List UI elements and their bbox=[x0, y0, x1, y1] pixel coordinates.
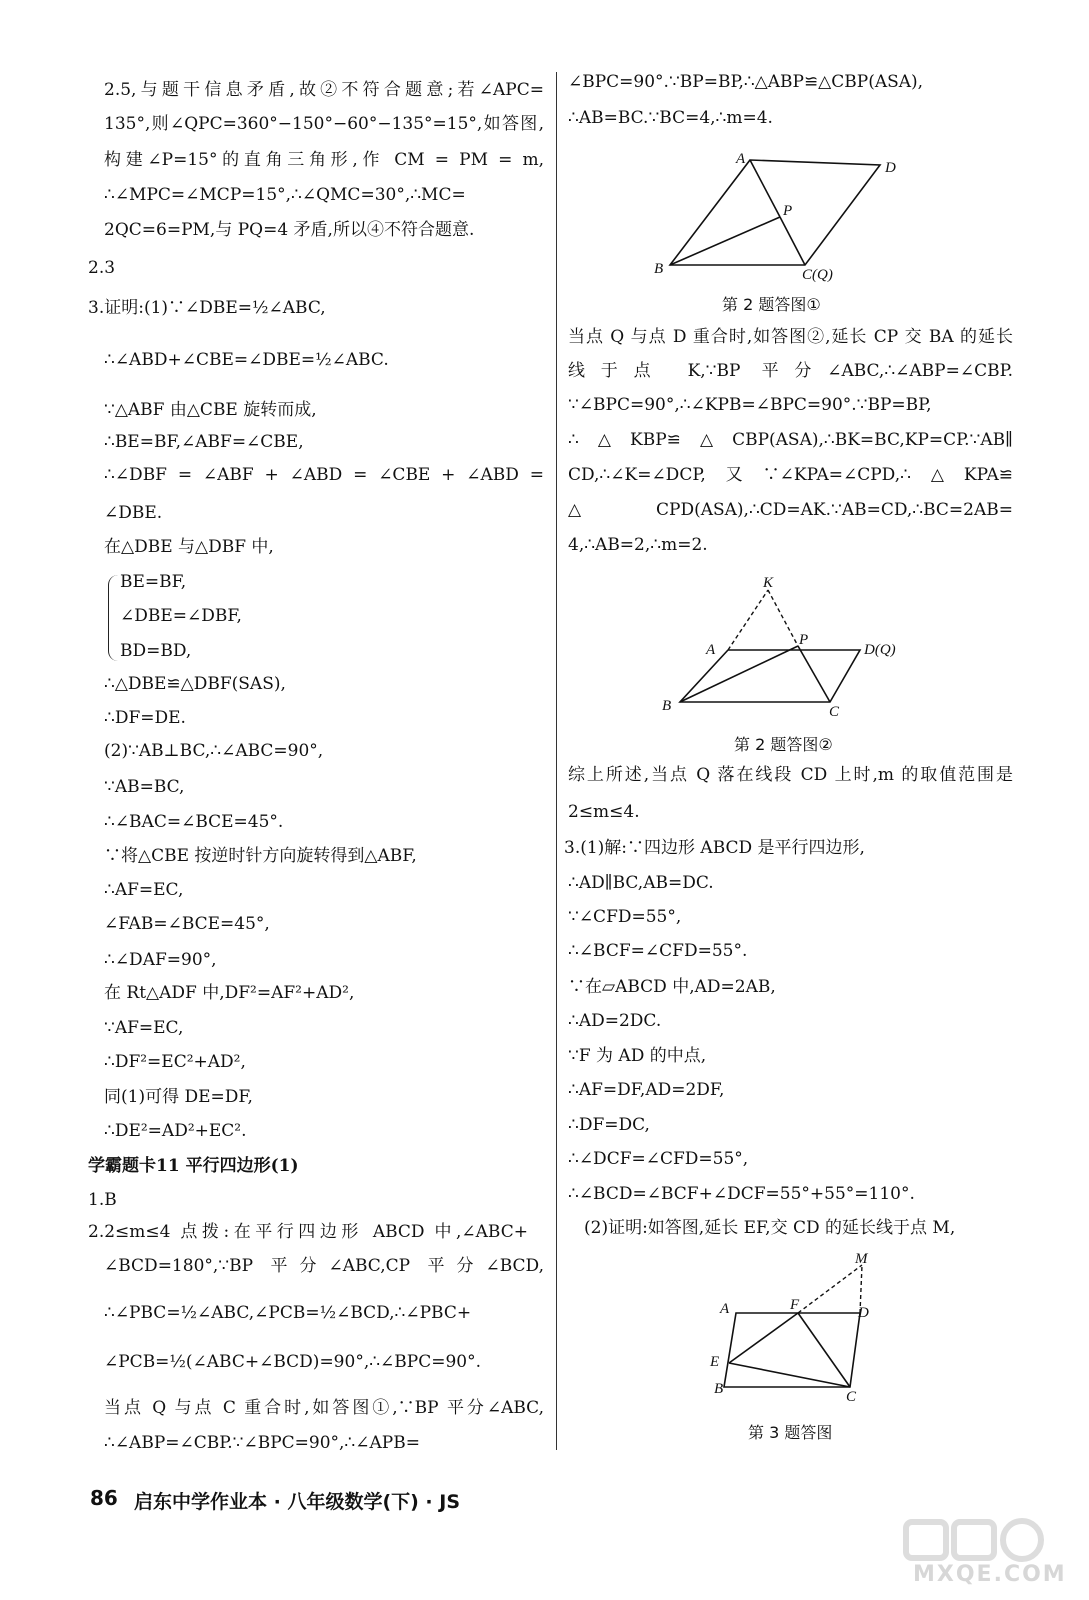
fig3-label-m: M bbox=[855, 1251, 868, 1267]
left-text-line: ∠PCB=½(∠ABC+∠BCD)=90°,∴∠BPC=90°. bbox=[104, 1352, 481, 1372]
footer-title: 启东中学作业本 · 八年级数学(下) · JS bbox=[134, 1491, 461, 1513]
fig1-label-b: B bbox=[654, 261, 664, 277]
left-text-line: (2)∵AB⊥BC,∴∠ABC=90°, bbox=[104, 741, 324, 761]
fig3-dashed-fm bbox=[798, 1265, 862, 1313]
right-text-line: ∴AD=2DC. bbox=[568, 1011, 662, 1031]
left-text-line: 1.B bbox=[88, 1190, 117, 1210]
left-text-line: 构建∠P=15°的直角三角形,作 CM = PM = m, bbox=[104, 150, 544, 170]
fig3-segment-ef bbox=[729, 1313, 798, 1363]
left-text-line: BD=BD, bbox=[120, 641, 192, 661]
right-text-line: ∴AF=DF,AD=2DF, bbox=[568, 1080, 725, 1100]
left-text-line: 同(1)可得 DE=DF, bbox=[104, 1087, 253, 1107]
left-text-line: ∵AB=BC, bbox=[104, 777, 185, 797]
left-text-line: 2.5,与题干信息矛盾,故②不符合题意;若∠APC= bbox=[104, 80, 544, 100]
fig1-label-p: P bbox=[783, 203, 793, 219]
right-text-line: ∵∠BPC=90°,∴∠KPB=∠BPC=90°.∵BP=BP, bbox=[568, 395, 932, 415]
fig3-label-d: D bbox=[858, 1305, 869, 1321]
column-divider bbox=[556, 72, 557, 1450]
fig3-segment-ec bbox=[729, 1363, 850, 1387]
left-text-line: 2.3 bbox=[88, 258, 116, 278]
figure-2-1-caption: 第 2 题答图① bbox=[722, 295, 821, 314]
left-text-line: ∴AF=EC, bbox=[104, 880, 184, 900]
left-text-line: ∠DBE. bbox=[104, 503, 163, 523]
left-text-line: 当点 Q 与点 C 重合时,如答图①,∵BP 平分∠ABC, bbox=[104, 1398, 544, 1418]
fig2-label-k: K bbox=[763, 575, 774, 591]
fig3-label-b: B bbox=[714, 1381, 724, 1397]
left-text-line: ∴DF²=EC²+AD², bbox=[104, 1052, 246, 1072]
fig1-segment-bp bbox=[670, 217, 780, 265]
watermark-text: MXQE.COM bbox=[913, 1562, 1067, 1587]
right-text-line: ∵∠CFD=55°, bbox=[568, 907, 682, 927]
right-text-line: ∴∠BCF=∠CFD=55°. bbox=[568, 941, 748, 961]
left-text-line: 2.2≤m≤4 点拨:在平行四边形 ABCD 中,∠ABC+ bbox=[88, 1222, 528, 1242]
fig1-segment-pc bbox=[780, 217, 805, 265]
right-text-line: ∵在▱ABCD 中,AD=2AB, bbox=[568, 977, 776, 997]
right-text-line: 综上所述,当点 Q 落在线段 CD 上时,m 的取值范围是 bbox=[568, 765, 1013, 785]
right-text-line: ∴AB=BC.∵BC=4,∴m=4. bbox=[568, 108, 773, 128]
left-text-line: ∴∠ABP=∠CBP.∵∠BPC=90°,∴∠APB= bbox=[104, 1433, 420, 1453]
right-text-line: ∴AD∥BC,AB=DC. bbox=[568, 873, 714, 893]
left-text-line: ∴BE=BF,∠ABF=∠CBE, bbox=[104, 432, 304, 452]
fig1-label-c: C(Q) bbox=[802, 267, 833, 283]
right-text-line: ∵F 为 AD 的中点, bbox=[568, 1046, 707, 1066]
left-text-line: 2QC=6=PM,与 PQ=4 矛盾,所以④不符合题意. bbox=[104, 220, 475, 240]
right-text-line: ∴DF=DC, bbox=[568, 1115, 650, 1135]
right-text-line: ∴△KBP≌△CBP(ASA),∴BK=BC,KP=CP.∵AB∥ bbox=[568, 430, 1013, 450]
right-text-line: 2≤m≤4. bbox=[568, 802, 640, 822]
left-text-line: ∵AF=EC, bbox=[104, 1018, 184, 1038]
system-brace bbox=[108, 575, 119, 661]
left-text-line: ∴∠DAF=90°, bbox=[104, 950, 217, 970]
right-text-line: 3.(1)解:∵四边形 ABCD 是平行四边形, bbox=[564, 838, 865, 858]
fig3-label-c: C bbox=[846, 1389, 857, 1405]
left-text-line: ∴DE²=AD²+EC². bbox=[104, 1121, 247, 1141]
fig2-label-d: D(Q) bbox=[864, 642, 896, 658]
figure-2-2-caption: 第 2 题答图② bbox=[734, 735, 833, 754]
left-text-line: BE=BF, bbox=[120, 572, 187, 592]
fig2-segment-bp bbox=[680, 646, 798, 702]
right-text-line: ∠BPC=90°.∵BP=BP,∴△ABP≌△CBP(ASA), bbox=[568, 72, 924, 92]
fig3-label-a: A bbox=[720, 1301, 730, 1317]
right-text-line: 线于点 K,∵BP 平分∠ABC,∴∠ABP=∠CBP. bbox=[568, 361, 1013, 381]
fig1-label-d: D bbox=[885, 160, 896, 176]
right-text-line: ∴∠BCD=∠BCF+∠DCF=55°+55°=110°. bbox=[568, 1184, 915, 1204]
right-text-line: △CPD(ASA),∴CD=AK.∵AB=CD,∴BC=2AB= bbox=[568, 500, 1013, 520]
left-text-line: 学霸题卡11 平行四边形(1) bbox=[88, 1156, 299, 1176]
figure-2-1 bbox=[640, 145, 920, 285]
left-text-line: ∴△DBE≌△DBF(SAS), bbox=[104, 674, 286, 694]
right-text-line: CD,∴∠K=∠DCP,又∵∠KPA=∠CPD,∴△KPA≌ bbox=[568, 465, 1013, 485]
left-text-line: ∠BCD=180°,∵BP 平分∠ABC,CP 平分∠BCD, bbox=[104, 1256, 544, 1276]
left-text-line: ∴∠BAC=∠BCE=45°. bbox=[104, 812, 284, 832]
fig2-label-a: A bbox=[706, 642, 716, 658]
fig2-label-b: B bbox=[662, 698, 672, 714]
figure-3-caption: 第 3 题答图 bbox=[748, 1423, 833, 1442]
right-text-line: (2)证明:如答图,延长 EF,交 CD 的延长线于点 M, bbox=[584, 1218, 956, 1238]
right-text-line: 当点 Q 与点 D 重合时,如答图②,延长 CP 交 BA 的延长 bbox=[568, 327, 1013, 347]
left-text-line: ∴∠ABD+∠CBE=∠DBE=½∠ABC. bbox=[104, 350, 389, 370]
fig2-segment-pc bbox=[798, 646, 830, 702]
fig2-dashed-ak bbox=[728, 590, 768, 650]
left-text-line: ∠FAB=∠BCE=45°, bbox=[104, 914, 270, 934]
left-text-line: 3.证明:(1)∵∠DBE=½∠ABC, bbox=[88, 298, 326, 318]
fig1-label-a: A bbox=[736, 151, 746, 167]
fig1-parallelogram bbox=[670, 160, 880, 265]
page-number: 86 bbox=[90, 1486, 118, 1510]
left-text-line: ∴DF=DE. bbox=[104, 708, 186, 728]
fig1-segment-ap bbox=[750, 160, 780, 217]
right-text-line: 4,∴AB=2,∴m=2. bbox=[568, 535, 708, 555]
fig2-dashed-kp bbox=[768, 590, 798, 646]
left-text-line: 在 Rt△ADF 中,DF²=AF²+AD², bbox=[104, 983, 355, 1003]
left-text-line: ∵△ABF 由△CBE 旋转而成, bbox=[104, 400, 317, 420]
figure-2-2 bbox=[650, 572, 920, 722]
figure-3 bbox=[700, 1245, 890, 1405]
left-text-line: ∵将△CBE 按逆时针方向旋转得到△ABF, bbox=[104, 846, 417, 866]
fig2-label-c: C bbox=[829, 704, 840, 720]
fig2-label-p: P bbox=[799, 632, 809, 648]
left-text-line: ∴∠DBF = ∠ABF + ∠ABD = ∠CBE + ∠ABD = bbox=[104, 465, 544, 485]
left-text-line: ∠DBE=∠DBF, bbox=[120, 606, 242, 626]
fig3-label-e: E bbox=[710, 1354, 720, 1370]
right-text-line: ∴∠DCF=∠CFD=55°, bbox=[568, 1149, 749, 1169]
fig3-label-f: F bbox=[790, 1297, 800, 1313]
left-text-line: ∴∠PBC=½∠ABC,∠PCB=½∠BCD,∴∠PBC+ bbox=[104, 1303, 472, 1323]
left-text-line: 在△DBE 与△DBF 中, bbox=[104, 537, 274, 557]
left-text-line: 135°,则∠QPC=360°−150°−60°−135°=15°,如答图, bbox=[104, 114, 544, 134]
fig3-segment-fc bbox=[798, 1313, 850, 1387]
left-text-line: ∴∠MPC=∠MCP=15°,∴∠QMC=30°,∴MC= bbox=[104, 185, 466, 205]
